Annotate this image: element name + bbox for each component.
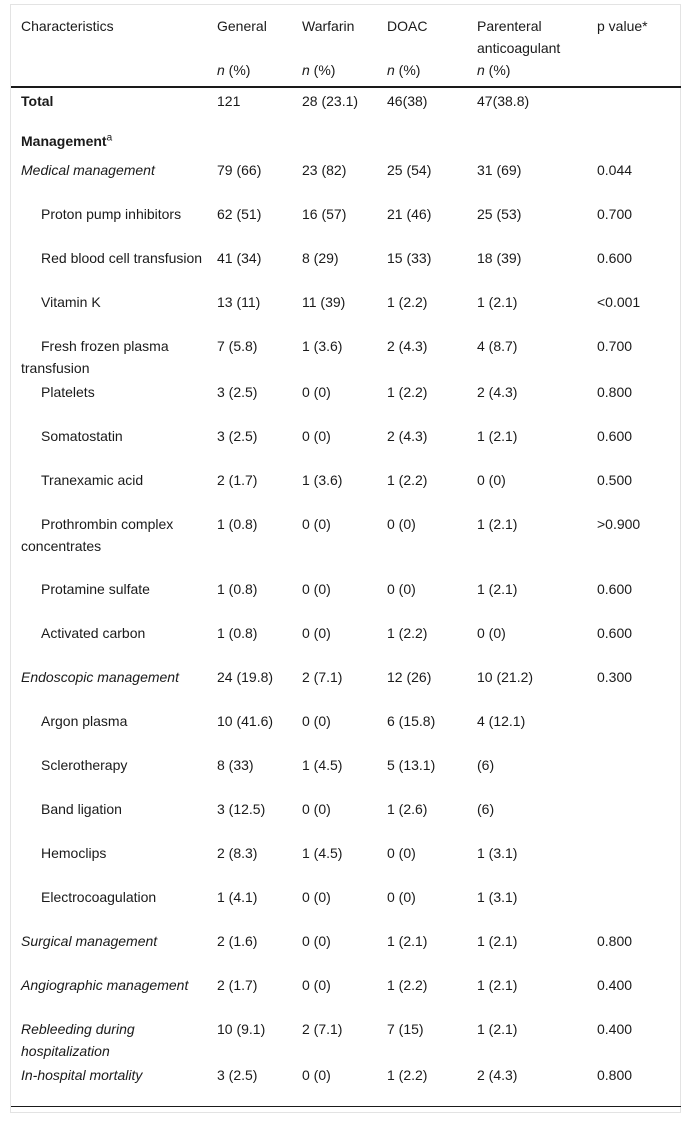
cell-warfarin: 0 (0) [302, 516, 331, 532]
row-label: Tranexamic acid [41, 472, 144, 488]
row-label: Proton pump inhibitors [41, 206, 182, 222]
cell-doac: 15 (33) [387, 250, 432, 266]
row-label: Activated carbon [41, 625, 146, 641]
header-warfarin: Warfarin [302, 18, 355, 34]
cell-doac: 0 (0) [387, 581, 416, 597]
cell-p-value: 0.044 [597, 162, 633, 178]
cell-doac: 1 (2.2) [387, 625, 428, 641]
cell-warfarin: 0 (0) [302, 933, 331, 949]
cell-parenteral: 0 (0) [477, 625, 506, 641]
cell-general: 2 (8.3) [217, 845, 258, 861]
row-label: Prothrombin complex concentrates [21, 516, 174, 554]
cell-doac: 0 (0) [387, 889, 416, 905]
cell-parenteral: 1 (2.1) [477, 933, 518, 949]
cell-warfarin: 1 (3.6) [302, 338, 343, 354]
cell-parenteral: 25 (53) [477, 206, 522, 222]
row-label: Rebleeding during hospitalization [21, 1021, 135, 1059]
row-label: Protamine sulfate [41, 581, 150, 597]
cell-general: 24 (19.8) [217, 669, 274, 685]
table-row [11, 928, 681, 972]
subheader-warfarin: n (%) [292, 60, 377, 87]
header-row [11, 10, 681, 60]
cell-doac: 1 (2.2) [377, 1062, 467, 1106]
total-parenteral: 47(38.8) [477, 93, 530, 109]
cell-general: 1 (0.8) [217, 625, 258, 641]
row-label: Band ligation [41, 801, 122, 817]
subheader-parenteral: n (%) [467, 60, 587, 87]
cell-parenteral: 4 (8.7) [477, 338, 518, 354]
cell-p-value: 0.500 [597, 472, 633, 488]
total-doac: 46(38) [387, 93, 428, 109]
row-label: Platelets [41, 384, 95, 400]
cell-general: 7 (5.8) [217, 338, 258, 354]
cell-p-value: 0.800 [587, 1062, 681, 1106]
table-header [11, 10, 681, 87]
cell-doac: 12 (26) [387, 669, 432, 685]
row-label: Red blood cell transfusion [41, 250, 203, 266]
table-row [11, 840, 681, 884]
cell-parenteral: 10 (21.2) [477, 669, 534, 685]
cell-p-value [587, 884, 681, 928]
row-label: Medical management [21, 162, 155, 178]
cell-parenteral: 1 (3.1) [477, 889, 518, 905]
cell-doac: 7 (15) [387, 1021, 424, 1037]
cell-general: 41 (34) [217, 250, 262, 266]
total-row [11, 87, 681, 131]
table-row [11, 157, 681, 201]
cell-p-value: 0.600 [597, 250, 633, 266]
cell-parenteral: 1 (3.1) [477, 845, 518, 861]
cell-general: 62 (51) [217, 206, 262, 222]
row-label: In-hospital mortality [11, 1062, 207, 1106]
cell-p-value: <0.001 [597, 294, 641, 310]
cell-p-value: 0.400 [597, 977, 633, 993]
subheader-doac: n (%) [377, 60, 467, 87]
cell-parenteral: 1 (2.1) [477, 977, 518, 993]
row-label: Electrocoagulation [41, 889, 157, 905]
table-row [11, 511, 681, 576]
table-row [11, 289, 681, 333]
cell-p-value [587, 708, 681, 752]
management-footnote-mark: a [106, 132, 113, 144]
table-row [11, 379, 681, 423]
cell-warfarin: 0 (0) [302, 428, 331, 444]
row-label: Angiographic management [21, 977, 189, 993]
table-row [11, 1016, 681, 1062]
row-label: Endoscopic management [21, 669, 179, 685]
cell-warfarin: 1 (4.5) [302, 845, 343, 861]
cell-doac: 5 (13.1) [387, 757, 436, 773]
cell-general: 2 (1.7) [217, 472, 258, 488]
row-label: Sclerotherapy [41, 757, 128, 773]
cell-doac: 1 (2.2) [387, 384, 428, 400]
management-heading-row [11, 131, 681, 157]
row-label: Vitamin K [41, 294, 101, 310]
table-row [11, 664, 681, 708]
cell-general: 2 (1.6) [217, 933, 258, 949]
cell-warfarin: 0 (0) [302, 384, 331, 400]
table-row [11, 245, 681, 289]
cell-doac: 1 (2.1) [387, 933, 428, 949]
cell-doac: 1 (2.2) [387, 294, 428, 310]
table-row [11, 972, 681, 1016]
table-row [11, 576, 681, 620]
cell-general: 79 (66) [217, 162, 262, 178]
total-p-value [587, 87, 681, 131]
cell-doac: 1 (2.2) [387, 977, 428, 993]
total-label: Total [21, 93, 54, 109]
cell-general: 1 (0.8) [217, 516, 258, 532]
cell-parenteral: (6) [477, 801, 495, 817]
subheader-general: n (%) [207, 60, 292, 87]
cell-p-value: 0.600 [597, 625, 633, 641]
cell-general: 13 (11) [217, 294, 261, 310]
cell-doac: 6 (15.8) [387, 713, 436, 729]
header-doac: DOAC [387, 18, 428, 34]
cell-doac: 0 (0) [387, 516, 416, 532]
cell-p-value: >0.900 [597, 516, 641, 532]
cell-p-value: 0.700 [597, 206, 633, 222]
cell-general: 10 (41.6) [217, 713, 274, 729]
cell-general: 3 (2.5) [217, 428, 258, 444]
cell-warfarin: 1 (3.6) [302, 472, 343, 488]
cell-doac: 2 (4.3) [387, 428, 428, 444]
cell-doac: 1 (2.6) [387, 801, 428, 817]
cell-general: 2 (1.7) [217, 977, 258, 993]
cell-p-value: 0.800 [597, 384, 633, 400]
subheader-row [11, 60, 681, 87]
cell-parenteral: 4 (12.1) [477, 713, 526, 729]
subheader-p-value [587, 60, 681, 87]
table-row [11, 467, 681, 511]
cell-warfarin: 0 (0) [302, 889, 331, 905]
cell-parenteral: 1 (2.1) [477, 428, 518, 444]
cell-general: 8 (33) [217, 757, 254, 773]
cell-warfarin: 11 (39) [302, 294, 346, 310]
management-heading [11, 131, 681, 157]
cell-warfarin: 2 (7.1) [302, 1021, 343, 1037]
cell-parenteral: 0 (0) [477, 472, 506, 488]
table-body [11, 87, 681, 1106]
row-label: Somatostatin [41, 428, 123, 444]
management-label: Management [21, 133, 107, 149]
row-label: Fresh frozen plasma transfusion [21, 338, 169, 376]
cell-general: 3 (12.5) [217, 801, 266, 817]
table-row [11, 1062, 681, 1106]
subheader-characteristics [11, 60, 207, 87]
table-row [11, 423, 681, 467]
header-p-value: p value* [597, 18, 648, 34]
cell-doac: 1 (2.2) [387, 472, 428, 488]
cell-general: 1 (0.8) [217, 581, 258, 597]
total-warfarin: 28 (23.1) [302, 93, 359, 109]
cell-doac: 21 (46) [387, 206, 432, 222]
table-row [11, 884, 681, 928]
row-label: Surgical management [21, 933, 158, 949]
cell-warfarin: 1 (4.5) [302, 757, 343, 773]
cell-warfarin: 0 (0) [302, 977, 331, 993]
row-label: Argon plasma [41, 713, 128, 729]
header-parenteral: Parenteral anticoagulant [477, 18, 561, 56]
cell-p-value: 0.400 [597, 1021, 633, 1037]
cell-p-value: 0.700 [597, 338, 633, 354]
header-characteristics: Characteristics [21, 18, 114, 34]
cell-parenteral: (6) [477, 757, 495, 773]
cell-p-value [587, 796, 681, 840]
cell-warfarin: 2 (7.1) [302, 669, 343, 685]
cell-general: 1 (4.1) [217, 889, 258, 905]
cell-general: 3 (2.5) [217, 384, 258, 400]
table-row [11, 796, 681, 840]
results-table [11, 10, 681, 1107]
cell-parenteral: 2 (4.3) [477, 384, 518, 400]
total-general: 121 [217, 93, 241, 109]
table-row [11, 620, 681, 664]
table-row [11, 333, 681, 379]
table-row [11, 708, 681, 752]
row-label: Hemoclips [41, 845, 107, 861]
cell-parenteral: 31 (69) [477, 162, 522, 178]
cell-parenteral: 1 (2.1) [477, 581, 518, 597]
cell-p-value: 0.300 [597, 669, 633, 685]
cell-doac: 25 (54) [387, 162, 432, 178]
cell-general: 10 (9.1) [217, 1021, 266, 1037]
cell-doac: 2 (4.3) [387, 338, 428, 354]
cell-parenteral: 1 (2.1) [477, 516, 518, 532]
cell-warfarin: 8 (29) [302, 250, 339, 266]
cell-general: 3 (2.5) [207, 1062, 292, 1106]
cell-warfarin: 0 (0) [302, 801, 331, 817]
cell-warfarin: 0 (0) [292, 1062, 377, 1106]
cell-warfarin: 23 (82) [302, 162, 347, 178]
table-row [11, 201, 681, 245]
cell-p-value [587, 840, 681, 884]
cell-parenteral: 18 (39) [477, 250, 522, 266]
cell-warfarin: 16 (57) [302, 206, 347, 222]
cell-p-value: 0.600 [597, 581, 633, 597]
cell-warfarin: 0 (0) [302, 581, 331, 597]
cell-doac: 0 (0) [387, 845, 416, 861]
cell-parenteral: 1 (2.1) [477, 294, 518, 310]
cell-parenteral: 1 (2.1) [477, 1021, 518, 1037]
cell-parenteral: 2 (4.3) [467, 1062, 587, 1106]
header-general: General [217, 18, 267, 34]
cell-p-value [587, 752, 681, 796]
cell-warfarin: 0 (0) [302, 713, 331, 729]
cell-p-value: 0.600 [597, 428, 633, 444]
cell-p-value: 0.800 [597, 933, 633, 949]
cell-warfarin: 0 (0) [302, 625, 331, 641]
table-row [11, 752, 681, 796]
